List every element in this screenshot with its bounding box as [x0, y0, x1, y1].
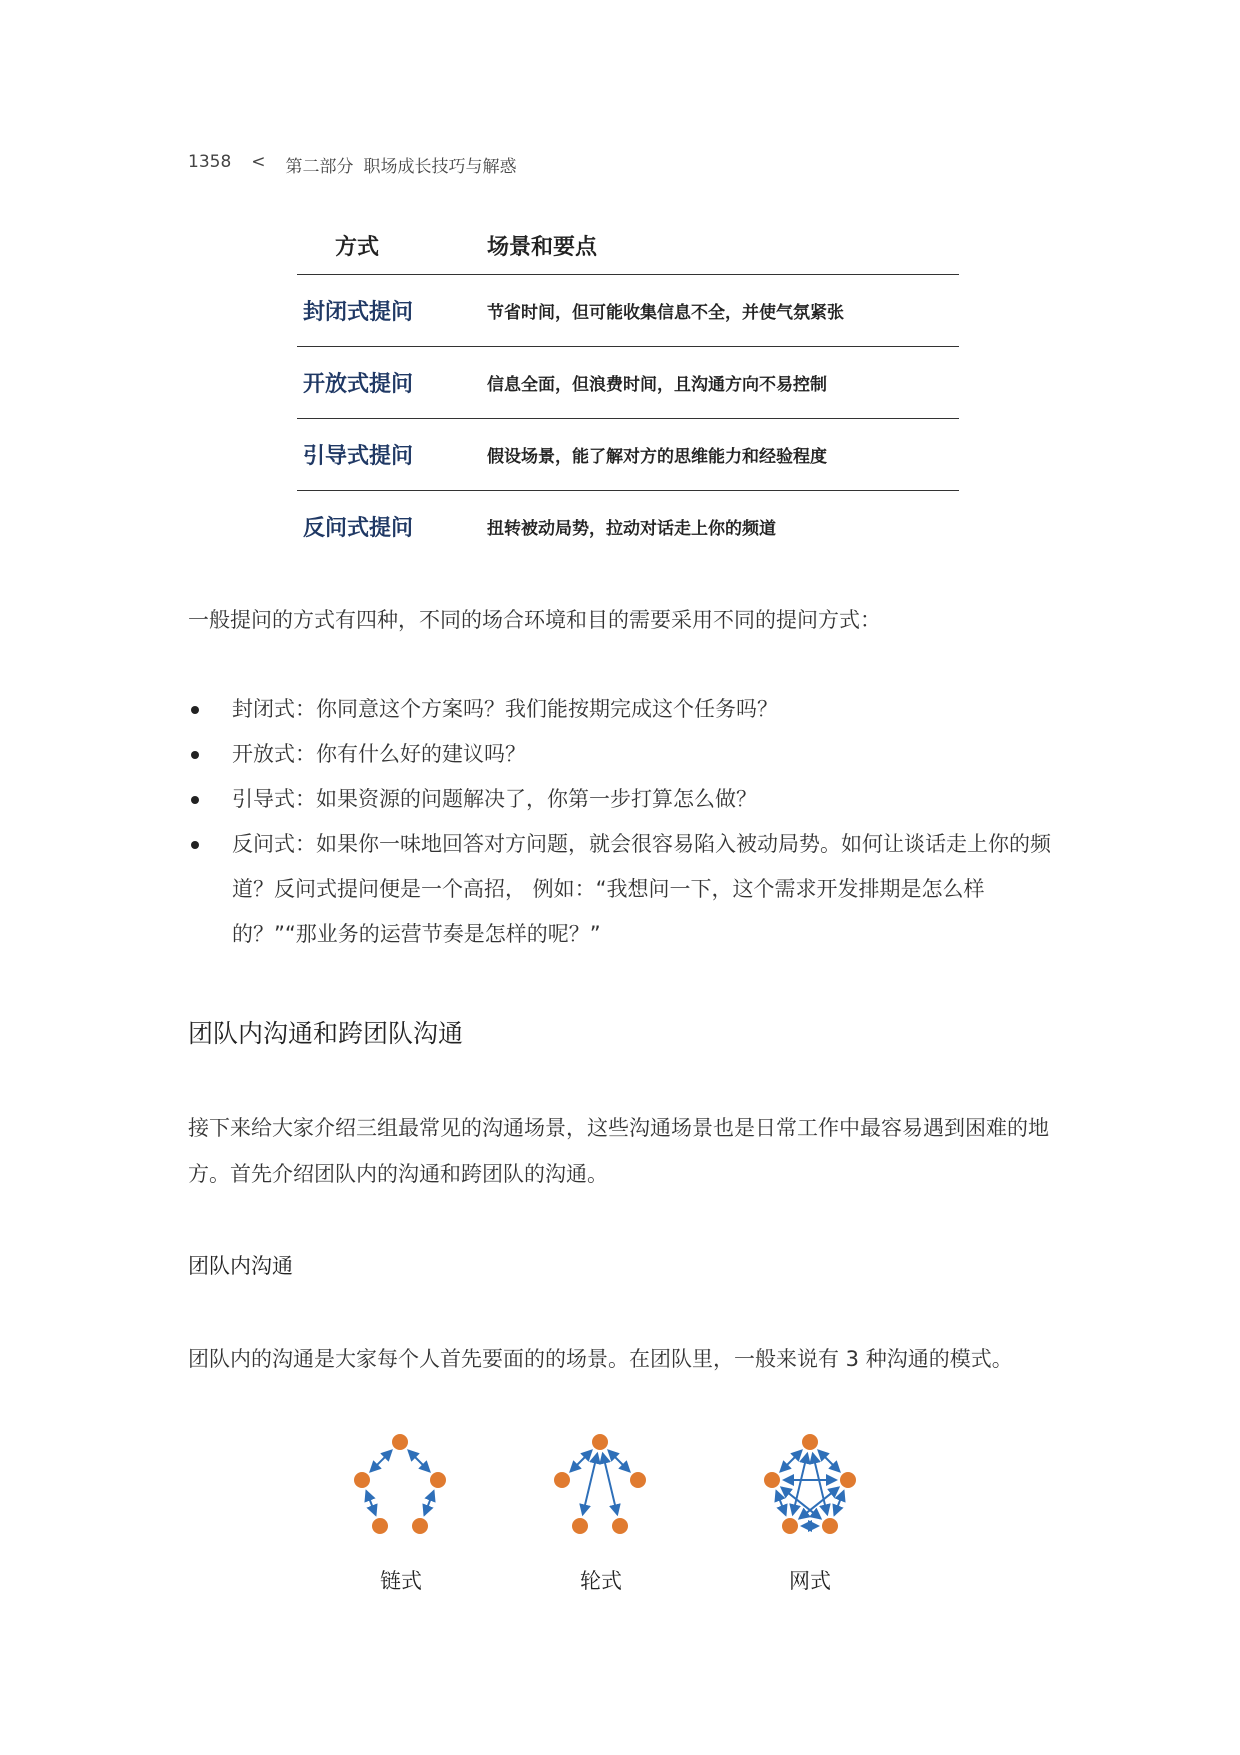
table-header-scene: 场景和要点 [487, 234, 598, 260]
table-cell-desc: 节省时间，但可能收集信息不全，并使气氛紧张 [487, 303, 844, 323]
table-row [297, 274, 959, 346]
page-number: 1358 [188, 152, 232, 172]
web-label: 网式 [789, 1569, 831, 1593]
person-node [372, 1518, 388, 1534]
connection-arrow [781, 1487, 820, 1518]
table-cell-desc: 扭转被动局势，拉动对话走上你的频道 [487, 519, 776, 539]
chain-label: 链式 [380, 1569, 422, 1593]
table-header-method: 方式 [335, 234, 380, 260]
list-item: 开放式：你有什么好的建议吗？ [188, 732, 1068, 777]
question-methods-table [297, 216, 959, 562]
person-node [782, 1518, 798, 1534]
table-cell-desc: 假设场景，能了解对方的思维能力和经验程度 [487, 447, 827, 467]
person-node [822, 1518, 838, 1534]
subsection-title: 团队内沟通 [188, 1254, 293, 1278]
table-cell-method: 反问式提问 [303, 516, 414, 541]
table-cell-desc: 信息全面，但浪费时间，且沟通方向不易控制 [487, 375, 827, 395]
table-row [297, 346, 959, 418]
table-row [297, 490, 959, 562]
header-section: 职场成长技巧与解惑 [363, 157, 517, 177]
connection-arrow [408, 1450, 429, 1471]
section-paragraph: 接下来给大家介绍三组最常见的沟通场景，这些沟通场景也是日常工作中最容易遇到困难的地方。首先介绍团队内的沟通和跨团队的沟通。 [188, 1116, 1049, 1186]
person-node [764, 1472, 780, 1488]
connection-arrow [780, 1450, 801, 1471]
person-node [572, 1518, 588, 1534]
connection-arrow [370, 1450, 391, 1471]
subsection-paragraph: 团队内的沟通是大家每个人首先要面的的场景。在团队里，一般来说有 3 种沟通的模式。 [188, 1347, 1013, 1371]
list-item: 封闭式：你同意这个方案吗？我们能按期完成这个任务吗？ [188, 687, 1068, 732]
list-item: 反问式：如果你一味地回答对方问题，就会很容易陷入被动局势。如何让谈话走上你的频道？反问式提问便是一个高招， 例如：“我想问一下，这个需求开发排期是怎么样的？”“那业务的运营节奏是怎样的呢？” [188, 822, 1068, 957]
person-node [840, 1472, 856, 1488]
connection-arrow [570, 1450, 591, 1471]
table-row [297, 418, 959, 490]
connection-arrow [603, 1454, 617, 1515]
person-node [612, 1518, 628, 1534]
connection-arrow [424, 1491, 433, 1515]
connection-arrow [366, 1491, 375, 1515]
person-node [412, 1518, 428, 1534]
wheel-diagram [540, 1420, 660, 1540]
chain-diagram [340, 1420, 460, 1540]
person-node [554, 1472, 570, 1488]
connection-arrow [583, 1454, 597, 1515]
connection-arrow [834, 1491, 843, 1515]
connection-arrow [799, 1487, 838, 1518]
connection-arrow [818, 1450, 839, 1471]
wheel-label: 轮式 [580, 1569, 622, 1593]
page-header [188, 152, 517, 177]
person-node [802, 1434, 818, 1450]
person-node [392, 1434, 408, 1450]
person-node [592, 1434, 608, 1450]
person-node [630, 1472, 646, 1488]
person-node [430, 1472, 446, 1488]
question-types-list [188, 687, 1068, 957]
person-node [354, 1472, 370, 1488]
web-diagram [750, 1420, 870, 1540]
header-part: 第二部分 [285, 157, 354, 177]
table-cell-method: 封闭式提问 [303, 300, 414, 325]
table-cell-method: 引导式提问 [303, 444, 414, 469]
intro-paragraph: 一般提问的方式有四种，不同的场合环境和目的需要采用不同的提问方式： [188, 608, 881, 632]
header-separator: < [251, 152, 266, 172]
table-cell-method: 开放式提问 [303, 372, 414, 397]
connection-arrow [608, 1450, 629, 1471]
section-title: 团队内沟通和跨团队沟通 [188, 1019, 464, 1048]
connection-arrow [776, 1491, 785, 1515]
list-item: 引导式：如果资源的问题解决了，你第一步打算怎么做？ [188, 777, 1068, 822]
table-header [297, 216, 959, 274]
